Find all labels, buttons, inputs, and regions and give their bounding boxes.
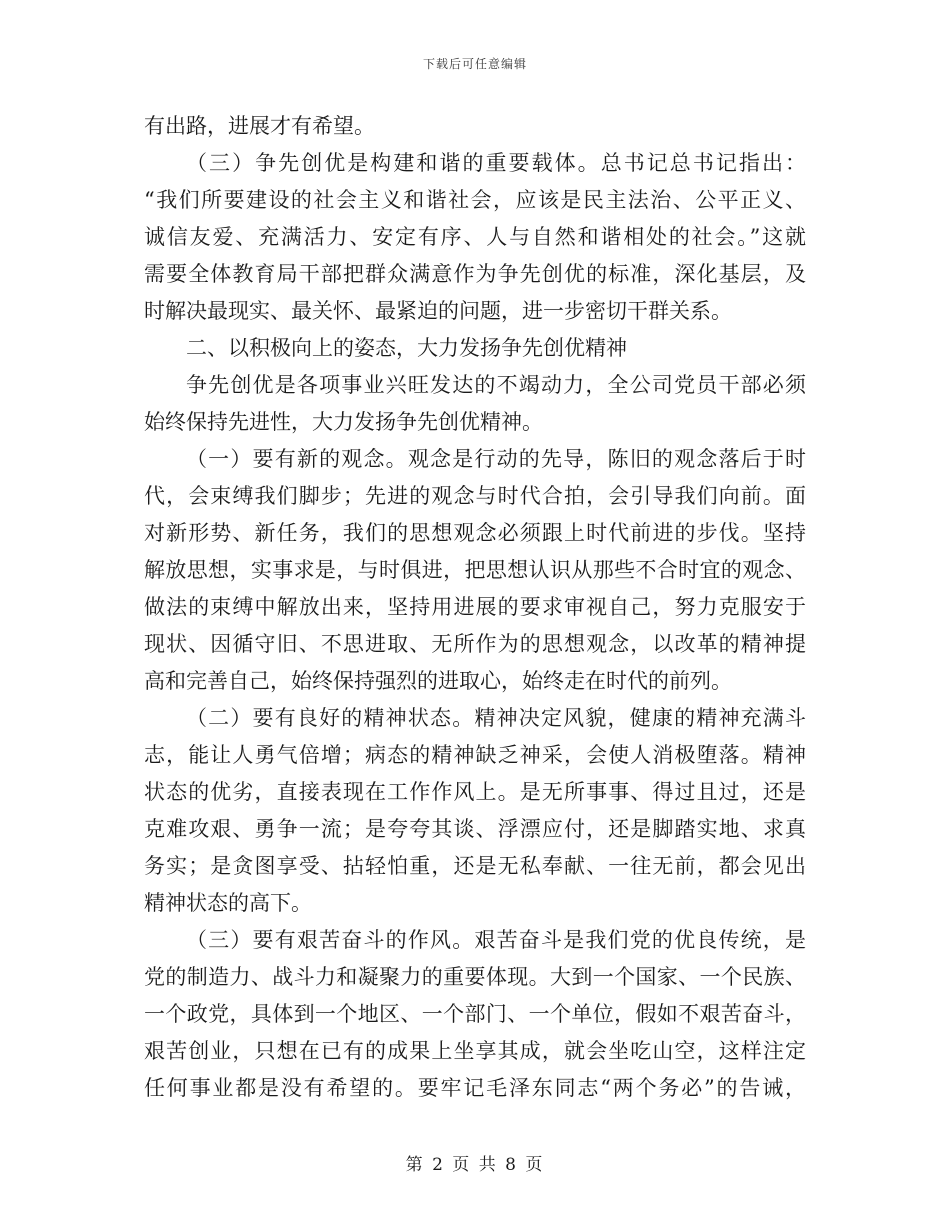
text-line: 二、以积极向上的姿态，大力发扬争先创优精神 (186, 336, 627, 360)
text-line: 诚信友爱、充满活力、安定有序、人与自然和谐相处的社会。”这就 (144, 225, 808, 249)
text-line: 需要全体教育局干部把群众满意作为争先创优的标准，深化基层，及 (144, 262, 808, 286)
text-line: （一）要有新的观念。观念是行动的先导，陈旧的观念落后于时 (186, 447, 808, 471)
page-header: 下载后可任意编辑 (422, 57, 527, 71)
text-line: 志，能让人勇气倍增；病态的精神缺乏神采，会使人消极堕落。精神 (144, 743, 808, 767)
text-line: 务实；是贪图享受、拈轻怕重，还是无私奉献、一往无前，都会见出 (144, 854, 808, 878)
text-line: （三）要有艰苦奋斗的作风。艰苦奋斗是我们党的优良传统，是 (186, 928, 808, 952)
text-line: “我们所要建设的社会主义和谐社会，应该是民主法治、公平正义、 (144, 188, 808, 212)
text-line: 任何事业都是没有希望的。要牢记毛泽东同志“两个务必”的告诫， (144, 1076, 808, 1100)
text-line: 精神状态的高下。 (144, 891, 312, 915)
text-line: 有出路，进展才有希望。 (144, 114, 375, 138)
text-line: 争先创优是各项事业兴旺发达的不竭动力，全公司党员干部必须 (186, 373, 808, 397)
text-line: 解放思想，实事求是，与时俱进，把思想认识从那些不合时宜的观念、 (144, 558, 807, 582)
text-line: 代，会束缚我们脚步；先进的观念与时代合拍，会引导我们向前。面 (144, 484, 808, 508)
text-line: 克难攻艰、勇争一流；是夸夸其谈、浮漂应付，还是脚踏实地、求真 (144, 817, 808, 841)
document-body (144, 108, 809, 1107)
page-number-footer: 第 2 页 共 8 页 (405, 1155, 545, 1175)
text-line: 高和完善自己，始终保持强烈的进取心，始终走在时代的前列。 (144, 669, 732, 693)
text-line: 现状、因循守旧、不思进取、无所作为的思想观念，以改革的精神提 (144, 632, 808, 656)
text-line: （二）要有良好的精神状态。精神决定风貌，健康的精神充满斗 (186, 706, 808, 730)
text-line: （三）争先创优是构建和谐的重要载体。总书记总书记指出： (186, 151, 809, 175)
text-line: 做法的束缚中解放出来，坚持用进展的要求审视自己，努力克服安于 (144, 595, 808, 619)
text-line: 对新形势、新任务，我们的思想观念必须跟上时代前进的步伐。坚持 (144, 521, 808, 545)
text-line: 党的制造力、战斗力和凝聚力的重要体现。大到一个国家、一个民族、 (144, 965, 807, 989)
text-line: 时解决最现实、最关怀、最紧迫的问题，进一步密切干群关系。 (144, 299, 732, 323)
text-line: 艰苦创业，只想在已有的成果上坐享其成，就会坐吃山空，这样注定 (144, 1039, 808, 1063)
text-line: 一个政党，具体到一个地区、一个部门、一个单位，假如不艰苦奋斗， (144, 1002, 807, 1026)
text-line: 始终保持先进性，大力发扬争先创优精神。 (144, 410, 543, 434)
text-line: 状态的优劣，直接表现在工作作风上。是无所事事、得过且过，还是 (144, 780, 808, 804)
